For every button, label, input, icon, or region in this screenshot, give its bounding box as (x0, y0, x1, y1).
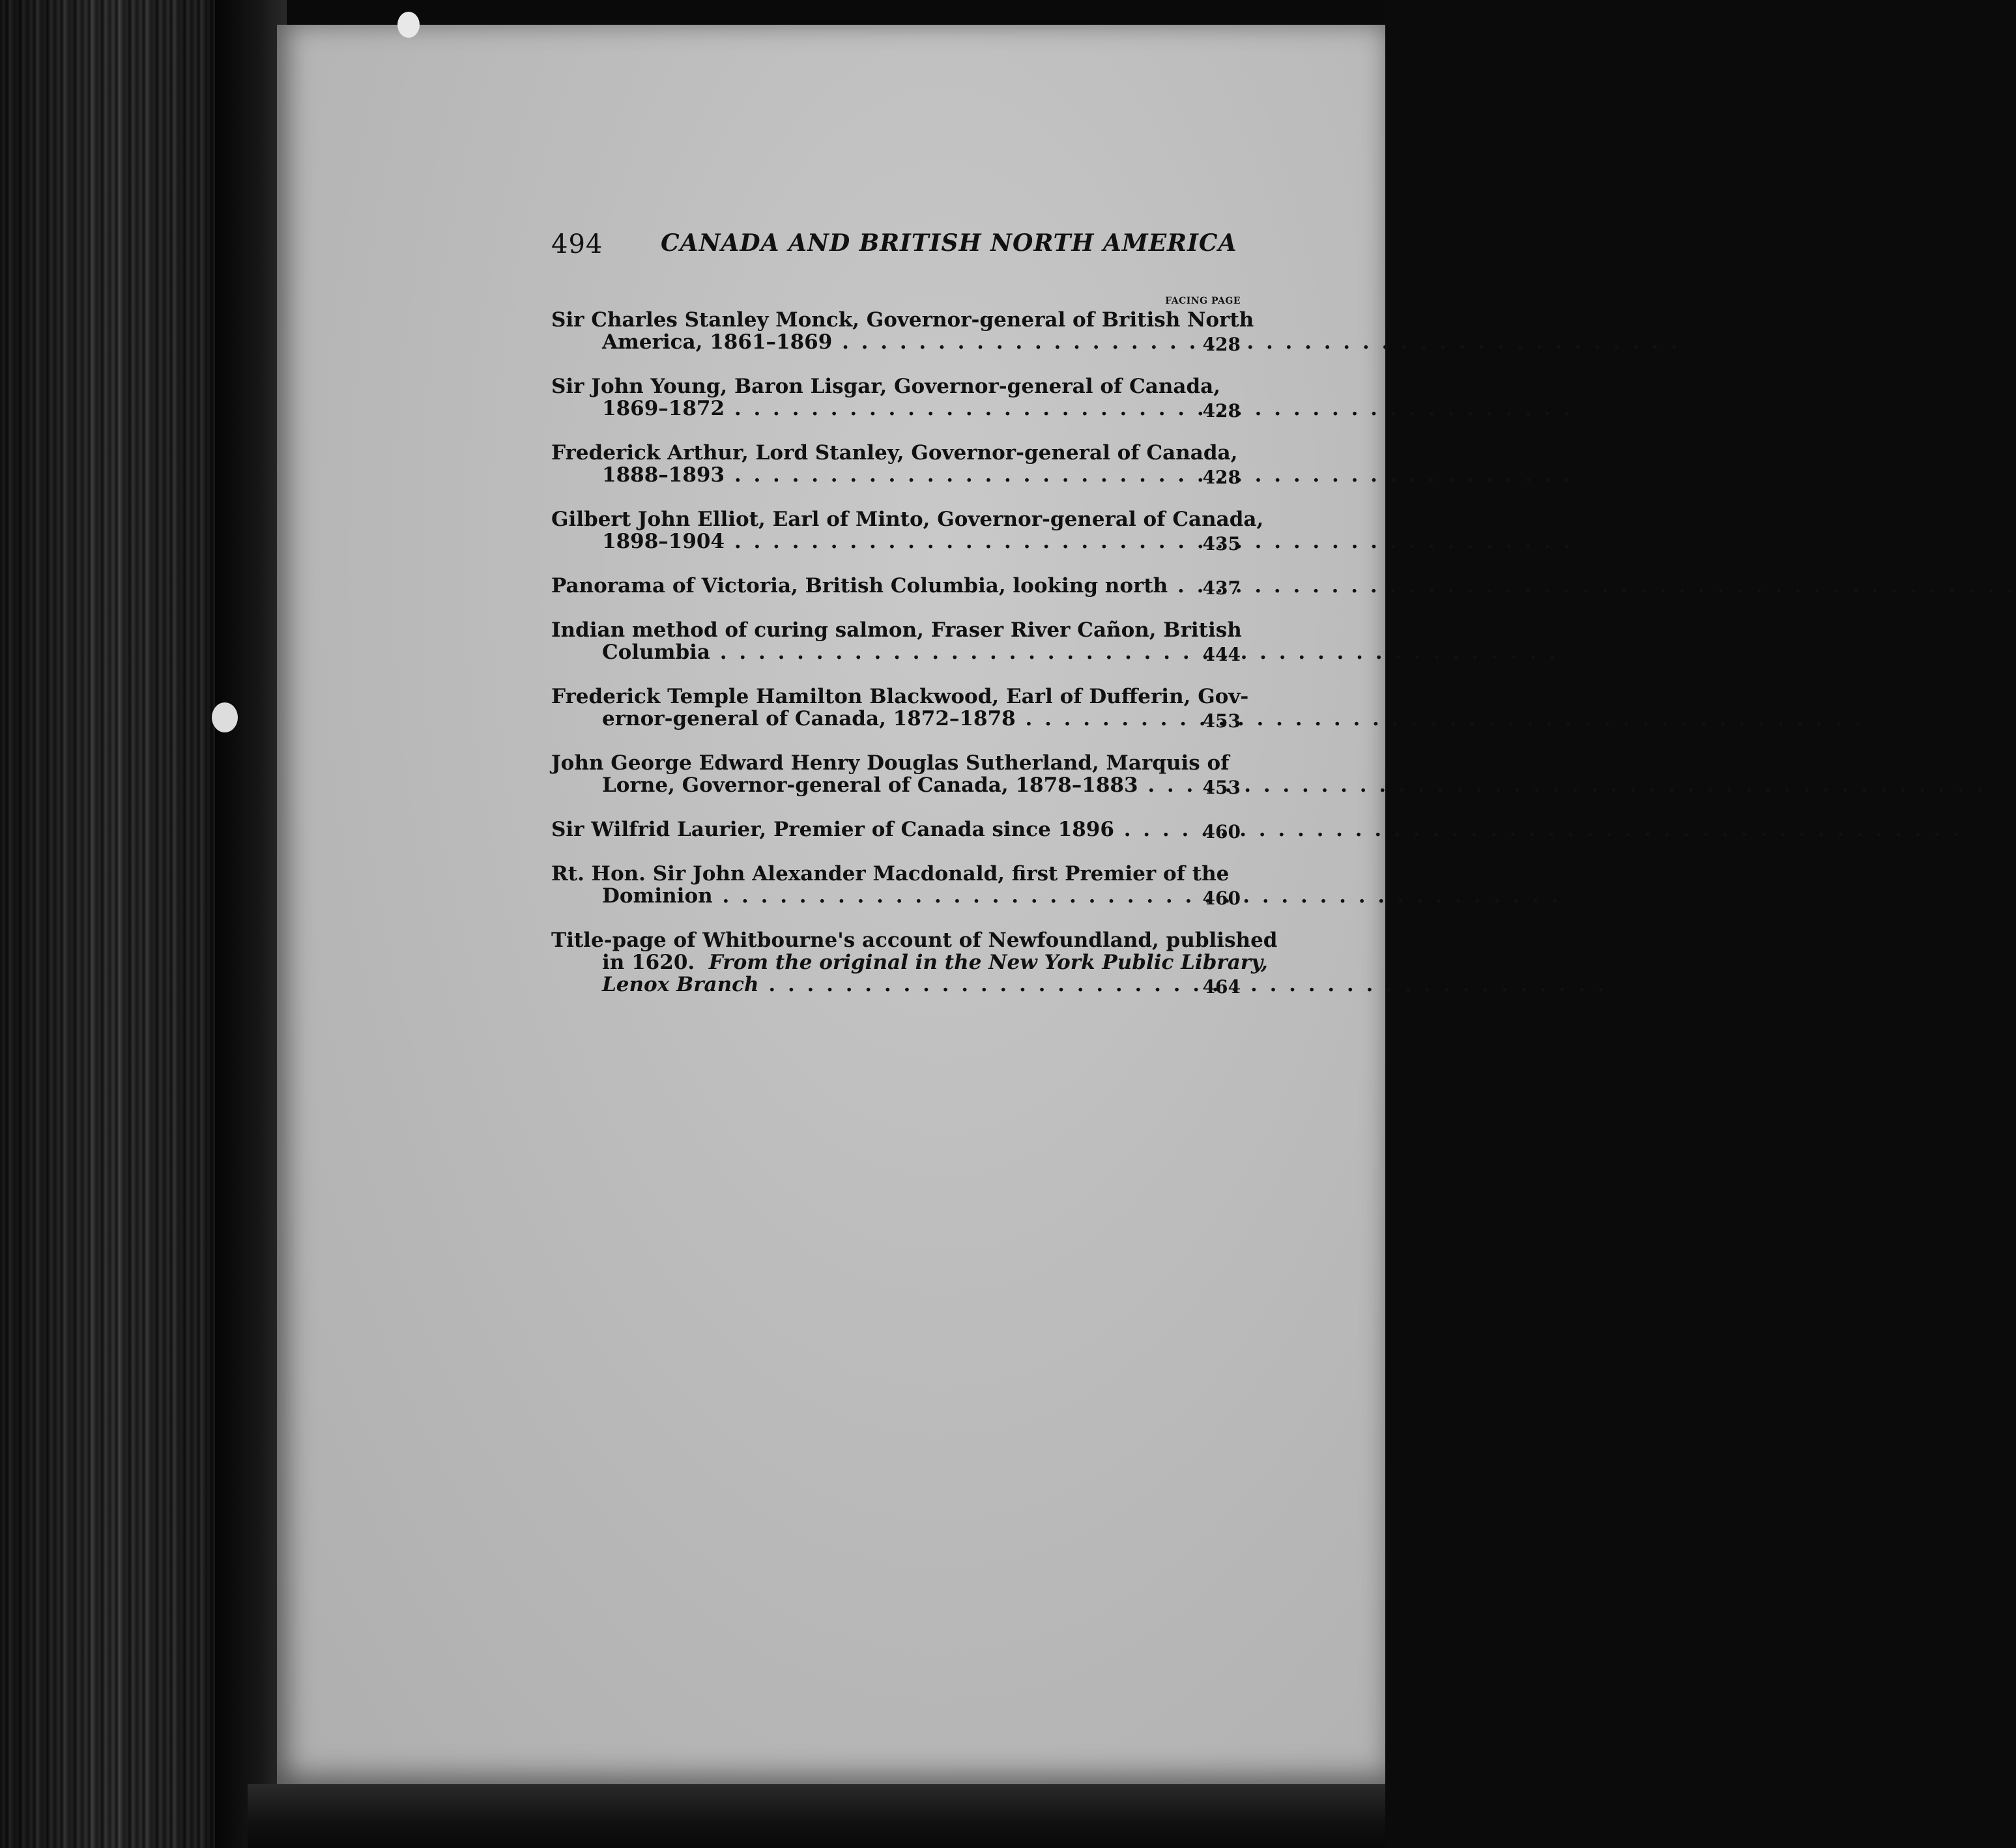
list-item (551, 686, 1255, 730)
list-item (551, 818, 1255, 841)
list-item (551, 619, 1255, 663)
source-note: From the original in the New York Public Library, (708, 951, 1268, 974)
entry-line: Lorne, Governor-general of Canada, 1878–1883 . . (551, 774, 1193, 796)
entry-line: Sir Wilfrid Laurier, Premier of Canada since 1896 . . (551, 818, 1193, 841)
entry-line: Sir Charles Stanley Monck, Governor-general of British North (551, 308, 1254, 332)
entry-line: Dominion . . (551, 885, 1193, 907)
entry-line: 1869–1872 . . (551, 397, 1193, 420)
entry-line: Frederick Arthur, Lord Stanley, Governor-general of Canada, (551, 441, 1238, 465)
list-item (551, 375, 1255, 420)
facing-page-number: 453 (1202, 777, 1241, 798)
facing-page-number: 444 (1202, 644, 1241, 665)
list-item (551, 929, 1278, 998)
gutter-shadow (215, 0, 287, 1848)
list-item (551, 442, 1255, 486)
entry-line: Lenox Branch . . (551, 974, 1193, 996)
facing-page-number: 428 (1202, 400, 1241, 422)
entry-line: Panorama of Victoria, British Columbia, looking north . . (551, 575, 1193, 597)
entry-line: in 1620. From the original in the New York Public Library, (602, 951, 1268, 974)
page-number: 494 (551, 229, 603, 259)
page-bottom-edge (248, 1784, 1385, 1848)
entry-line: Sir John Young, Baron Lisgar, Governor-general of Canada, (551, 375, 1221, 398)
facing-page-number: 453 (1202, 710, 1241, 732)
entry-line: ernor-general of Canada, 1872–1878 . . (551, 708, 1193, 730)
entry-line: John George Edward Henry Douglas Sutherland, Marquis of (551, 751, 1230, 775)
page-header (551, 227, 1255, 266)
entry-line: Frederick Temple Hamilton Blackwood, Earl of Dufferin, Gov- (551, 685, 1249, 708)
entry-line: Indian method of curing salmon, Fraser River Cañon, British (551, 618, 1242, 642)
facing-page-number: 428 (1202, 334, 1241, 355)
list-item (551, 508, 1264, 555)
facing-page-number: 428 (1202, 467, 1241, 488)
facing-page-number: 437 (1202, 577, 1241, 599)
entry-line: Title-page of Whitbourne's account of Newfoundland, published (551, 929, 1278, 952)
facing-page-number: 464 (1202, 976, 1241, 998)
entry-line: 1888–1893 . . (551, 464, 1193, 486)
list-item (551, 863, 1255, 907)
facing-page-number: 460 (1202, 821, 1241, 843)
list-item (551, 309, 1255, 353)
entry-line: 1898–1904 . . (551, 530, 1193, 553)
entry-line: Rt. Hon. Sir John Alexander Macdonald, first Premier of the (551, 862, 1230, 886)
facing-page-number: 435 (1202, 533, 1241, 555)
entry-line: Columbia . . (551, 641, 1193, 663)
illustration-entries (551, 308, 1278, 1018)
facing-page-number: 460 (1202, 888, 1241, 909)
list-of-illustrations (551, 227, 1278, 998)
list-item (551, 575, 1255, 597)
list-item (551, 752, 1255, 796)
entry-line: Gilbert John Elliot, Earl of Minto, Governor-general of Canada, (551, 508, 1264, 531)
entry-line: America, 1861–1869 . . (551, 331, 1193, 353)
running-head: CANADA AND BRITISH NORTH AMERICA (661, 229, 1237, 257)
facing-page-column-head: FACING PAGE (1165, 296, 1241, 306)
